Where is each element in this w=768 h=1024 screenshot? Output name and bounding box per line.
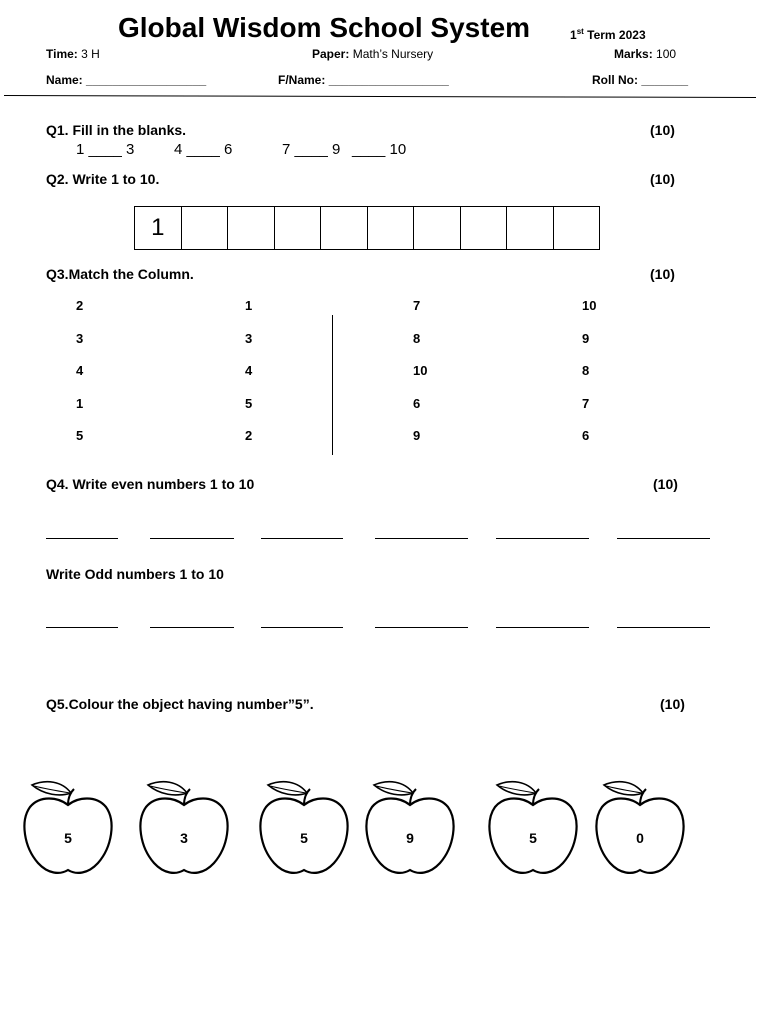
header-divider: [4, 95, 756, 98]
match-col2-item: 4: [245, 363, 253, 378]
match-col3-item: 6: [413, 396, 421, 411]
q2-title: Q2. Write 1 to 10.: [46, 171, 160, 187]
match-col4-item: 8: [582, 363, 590, 378]
answer-line[interactable]: [150, 627, 234, 628]
apple-item[interactable]: [590, 775, 690, 885]
q4-marks: (10): [653, 476, 678, 492]
apple-item[interactable]: [134, 775, 234, 885]
odd-numbers-title: Write Odd numbers 1 to 10: [46, 566, 224, 582]
q1-title: Q1. Fill in the blanks.: [46, 122, 187, 138]
answer-line[interactable]: [46, 627, 118, 628]
answer-line[interactable]: [46, 538, 118, 539]
apple-number: 5: [64, 830, 72, 846]
match-col1-item: 5: [76, 428, 84, 443]
number-box[interactable]: 1: [135, 206, 182, 250]
match-col1-item: 4: [76, 363, 84, 378]
match-col2-item: 2: [245, 428, 253, 443]
q5-marks: (10): [660, 696, 685, 712]
answer-line[interactable]: [496, 627, 589, 628]
q2-marks: (10): [650, 171, 675, 187]
answer-line[interactable]: [375, 627, 468, 628]
match-col4-item: 7: [582, 396, 590, 411]
column-divider: [332, 315, 333, 455]
answer-line[interactable]: [261, 538, 343, 539]
match-col1-item: 3: [76, 331, 84, 346]
q1-sequence-3: 7 ____ 9: [282, 141, 341, 158]
number-box[interactable]: [182, 206, 229, 250]
q1-sequence-2: 4 ____ 6: [174, 141, 233, 158]
answer-line[interactable]: [617, 538, 710, 539]
match-col3-item: 9: [413, 428, 421, 443]
q1-sequence-4: ____ 10: [352, 141, 407, 158]
apple-number: 5: [300, 830, 308, 846]
number-box[interactable]: [554, 206, 601, 250]
answer-line[interactable]: [496, 538, 589, 539]
roll-no-field: Roll No: _______: [592, 73, 689, 87]
q1-marks: (10): [650, 122, 675, 138]
school-title: Global Wisdom School System: [118, 12, 531, 43]
match-col2-item: 1: [245, 298, 253, 313]
q3-marks: (10): [650, 266, 675, 282]
q5-title: Q5.Colour the object having number”5”.: [46, 696, 314, 712]
apple-number: 5: [529, 830, 537, 846]
q1-sequence-1: 1 ____ 3: [76, 141, 135, 158]
match-col1-item: 1: [76, 396, 84, 411]
number-box[interactable]: [228, 206, 275, 250]
apple-item[interactable]: [360, 775, 460, 885]
apple-number: 0: [636, 830, 644, 846]
answer-line[interactable]: [617, 627, 710, 628]
match-col4-item: 10: [582, 298, 597, 313]
number-box[interactable]: [275, 206, 322, 250]
answer-line[interactable]: [261, 627, 343, 628]
answer-line[interactable]: [150, 538, 234, 539]
match-col4-item: 6: [582, 428, 590, 443]
match-col2-item: 3: [245, 331, 253, 346]
number-box[interactable]: [414, 206, 461, 250]
q3-title: Q3.Match the Column.: [46, 266, 194, 282]
apple-item[interactable]: [483, 775, 583, 885]
answer-line[interactable]: [375, 538, 468, 539]
apple-item[interactable]: [254, 775, 354, 885]
q4-title: Q4. Write even numbers 1 to 10: [46, 476, 255, 492]
number-boxes: [134, 206, 600, 250]
match-col3-item: 8: [413, 331, 421, 346]
match-col3-item: 7: [413, 298, 421, 313]
apple-number: 3: [180, 830, 188, 846]
match-col1-item: 2: [76, 298, 84, 313]
number-box[interactable]: [507, 206, 554, 250]
apple-item[interactable]: [18, 775, 118, 885]
match-col2-item: 5: [245, 396, 253, 411]
match-col3-item: 10: [413, 363, 428, 378]
number-box[interactable]: [461, 206, 508, 250]
apple-number: 9: [406, 830, 414, 846]
time-field: Time: 3 H: [46, 47, 100, 61]
number-box[interactable]: [321, 206, 368, 250]
father-name-field: F/Name: __________________: [278, 73, 449, 87]
name-field: Name: __________________: [46, 73, 207, 87]
paper-field: Paper: Math’s Nursery: [312, 47, 434, 61]
term-label: 1st Term 2023: [570, 27, 646, 42]
marks-field: Marks: 100: [614, 47, 677, 61]
match-col4-item: 9: [582, 331, 590, 346]
number-box[interactable]: [368, 206, 415, 250]
